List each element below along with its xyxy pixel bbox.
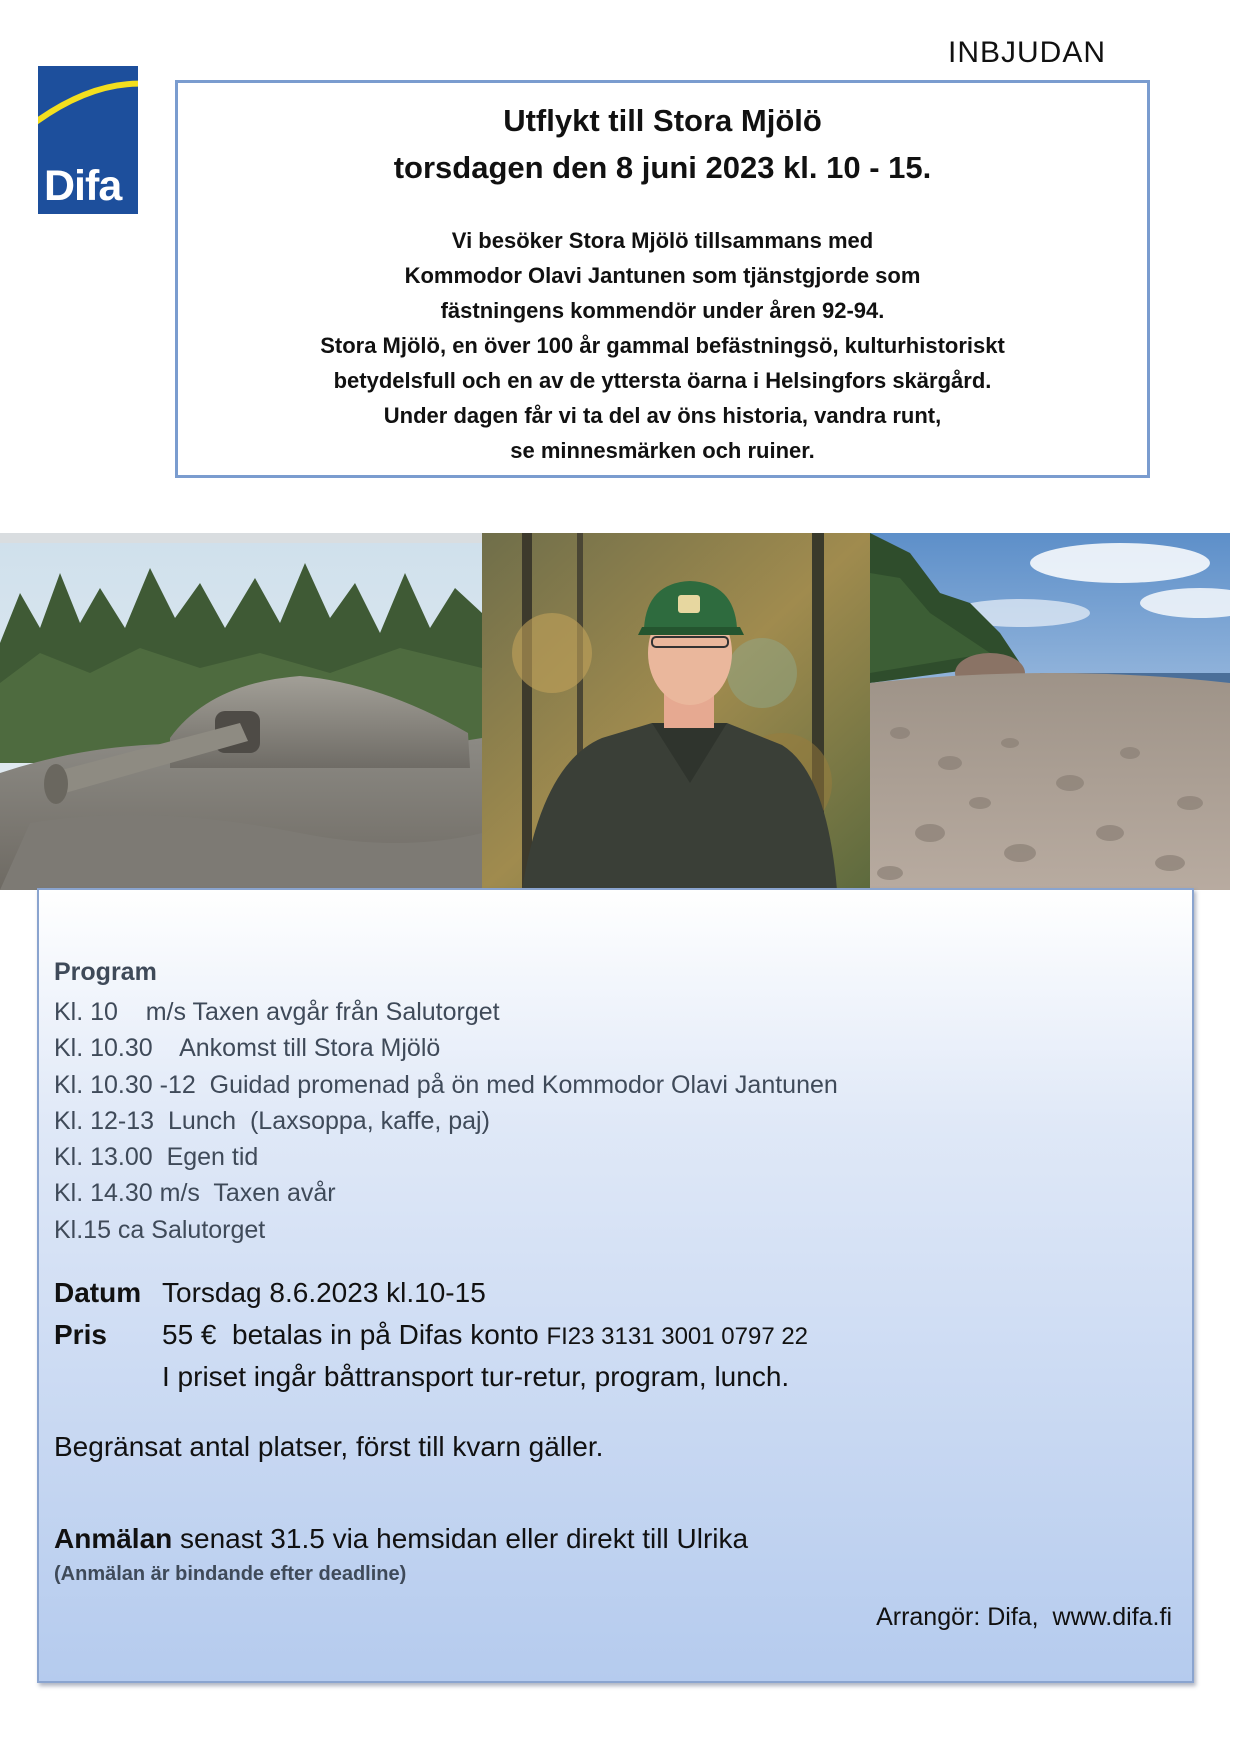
price-note-row [54,1356,790,1398]
program-item: Kl. 10.30 Ankomst till Stora Mjölö [54,1034,441,1063]
organizer-line: Arrangör: Difa, www.difa.fi [876,1603,1172,1631]
program-item: Kl.15 ca Salutorget [54,1215,266,1244]
commodore-portrait-photo [482,533,870,890]
program-heading: Program [54,958,157,986]
logo-text: Difa [44,162,122,210]
program-item: Kl. 14.30 m/s Taxen avår [54,1179,336,1208]
program-box [37,888,1194,1683]
registration-label: Anmälan [54,1523,173,1554]
title-line: torsdagen den 8 juni 2023 kl. 10 - 15. [393,150,932,185]
description-line: Stora Mjölö, en över 100 år gammal befästningsö, kulturhistoriskt [320,333,1005,358]
difa-logo [38,66,138,214]
price-note: I priset ingår båttransport tur-retur, program, lunch. [162,1361,790,1392]
description-line: betydelsfull och en av de yttersta öarna i Helsingfors skärgård. [333,368,992,393]
description-line: Under dagen får vi ta del av öns historia, vandra runt, [383,403,942,428]
program-list [54,994,838,1248]
event-description [178,223,1147,468]
program-item: Kl. 10 m/s Taxen avgår från Salutorget [54,998,500,1026]
intro-box [175,80,1150,478]
event-title [178,97,1147,191]
price-row [54,1314,809,1356]
date-row [54,1272,486,1314]
description-line: Vi besöker Stora Mjölö tillsammans med [451,228,874,253]
program-item: Kl. 12-13 Lunch (Laxsoppa, kaffe, paj) [54,1106,490,1135]
program-item: Kl. 13.00 Egen tid [54,1143,259,1172]
date-value: Torsdag 8.6.2023 kl.10-15 [162,1277,486,1308]
fortress-cannon-photo [0,533,482,890]
bank-account: FI23 3131 3001 0797 22 [546,1323,809,1350]
rocky-beach-photo [870,533,1230,890]
description-line: fästningens kommendör under åren 92-94. [440,298,885,323]
limited-seats-note: Begränsat antal platser, först till kvarn gäller. [54,1431,604,1462]
price-value: 55 € betalas in på Difas konto [162,1319,547,1350]
registration-info [54,1523,748,1555]
title-line: Utflykt till Stora Mjölö [503,103,822,138]
registration-text: senast 31.5 via hemsidan eller direkt till Ulrika [172,1523,749,1554]
binding-note: (Anmälan är bindande efter deadline) [54,1563,407,1585]
price-label: Pris [54,1319,107,1350]
date-label: Datum [54,1277,142,1308]
program-item: Kl. 10.30 -12 Guidad promenad på ön med Kommodor Olavi Jantunen [54,1070,838,1099]
description-line: Kommodor Olavi Jantunen som tjänstgjorde som [404,263,921,288]
description-line: se minnesmärken och ruiner. [510,438,815,463]
invitation-label: INBJUDAN [948,36,1107,69]
event-details [54,1272,809,1398]
